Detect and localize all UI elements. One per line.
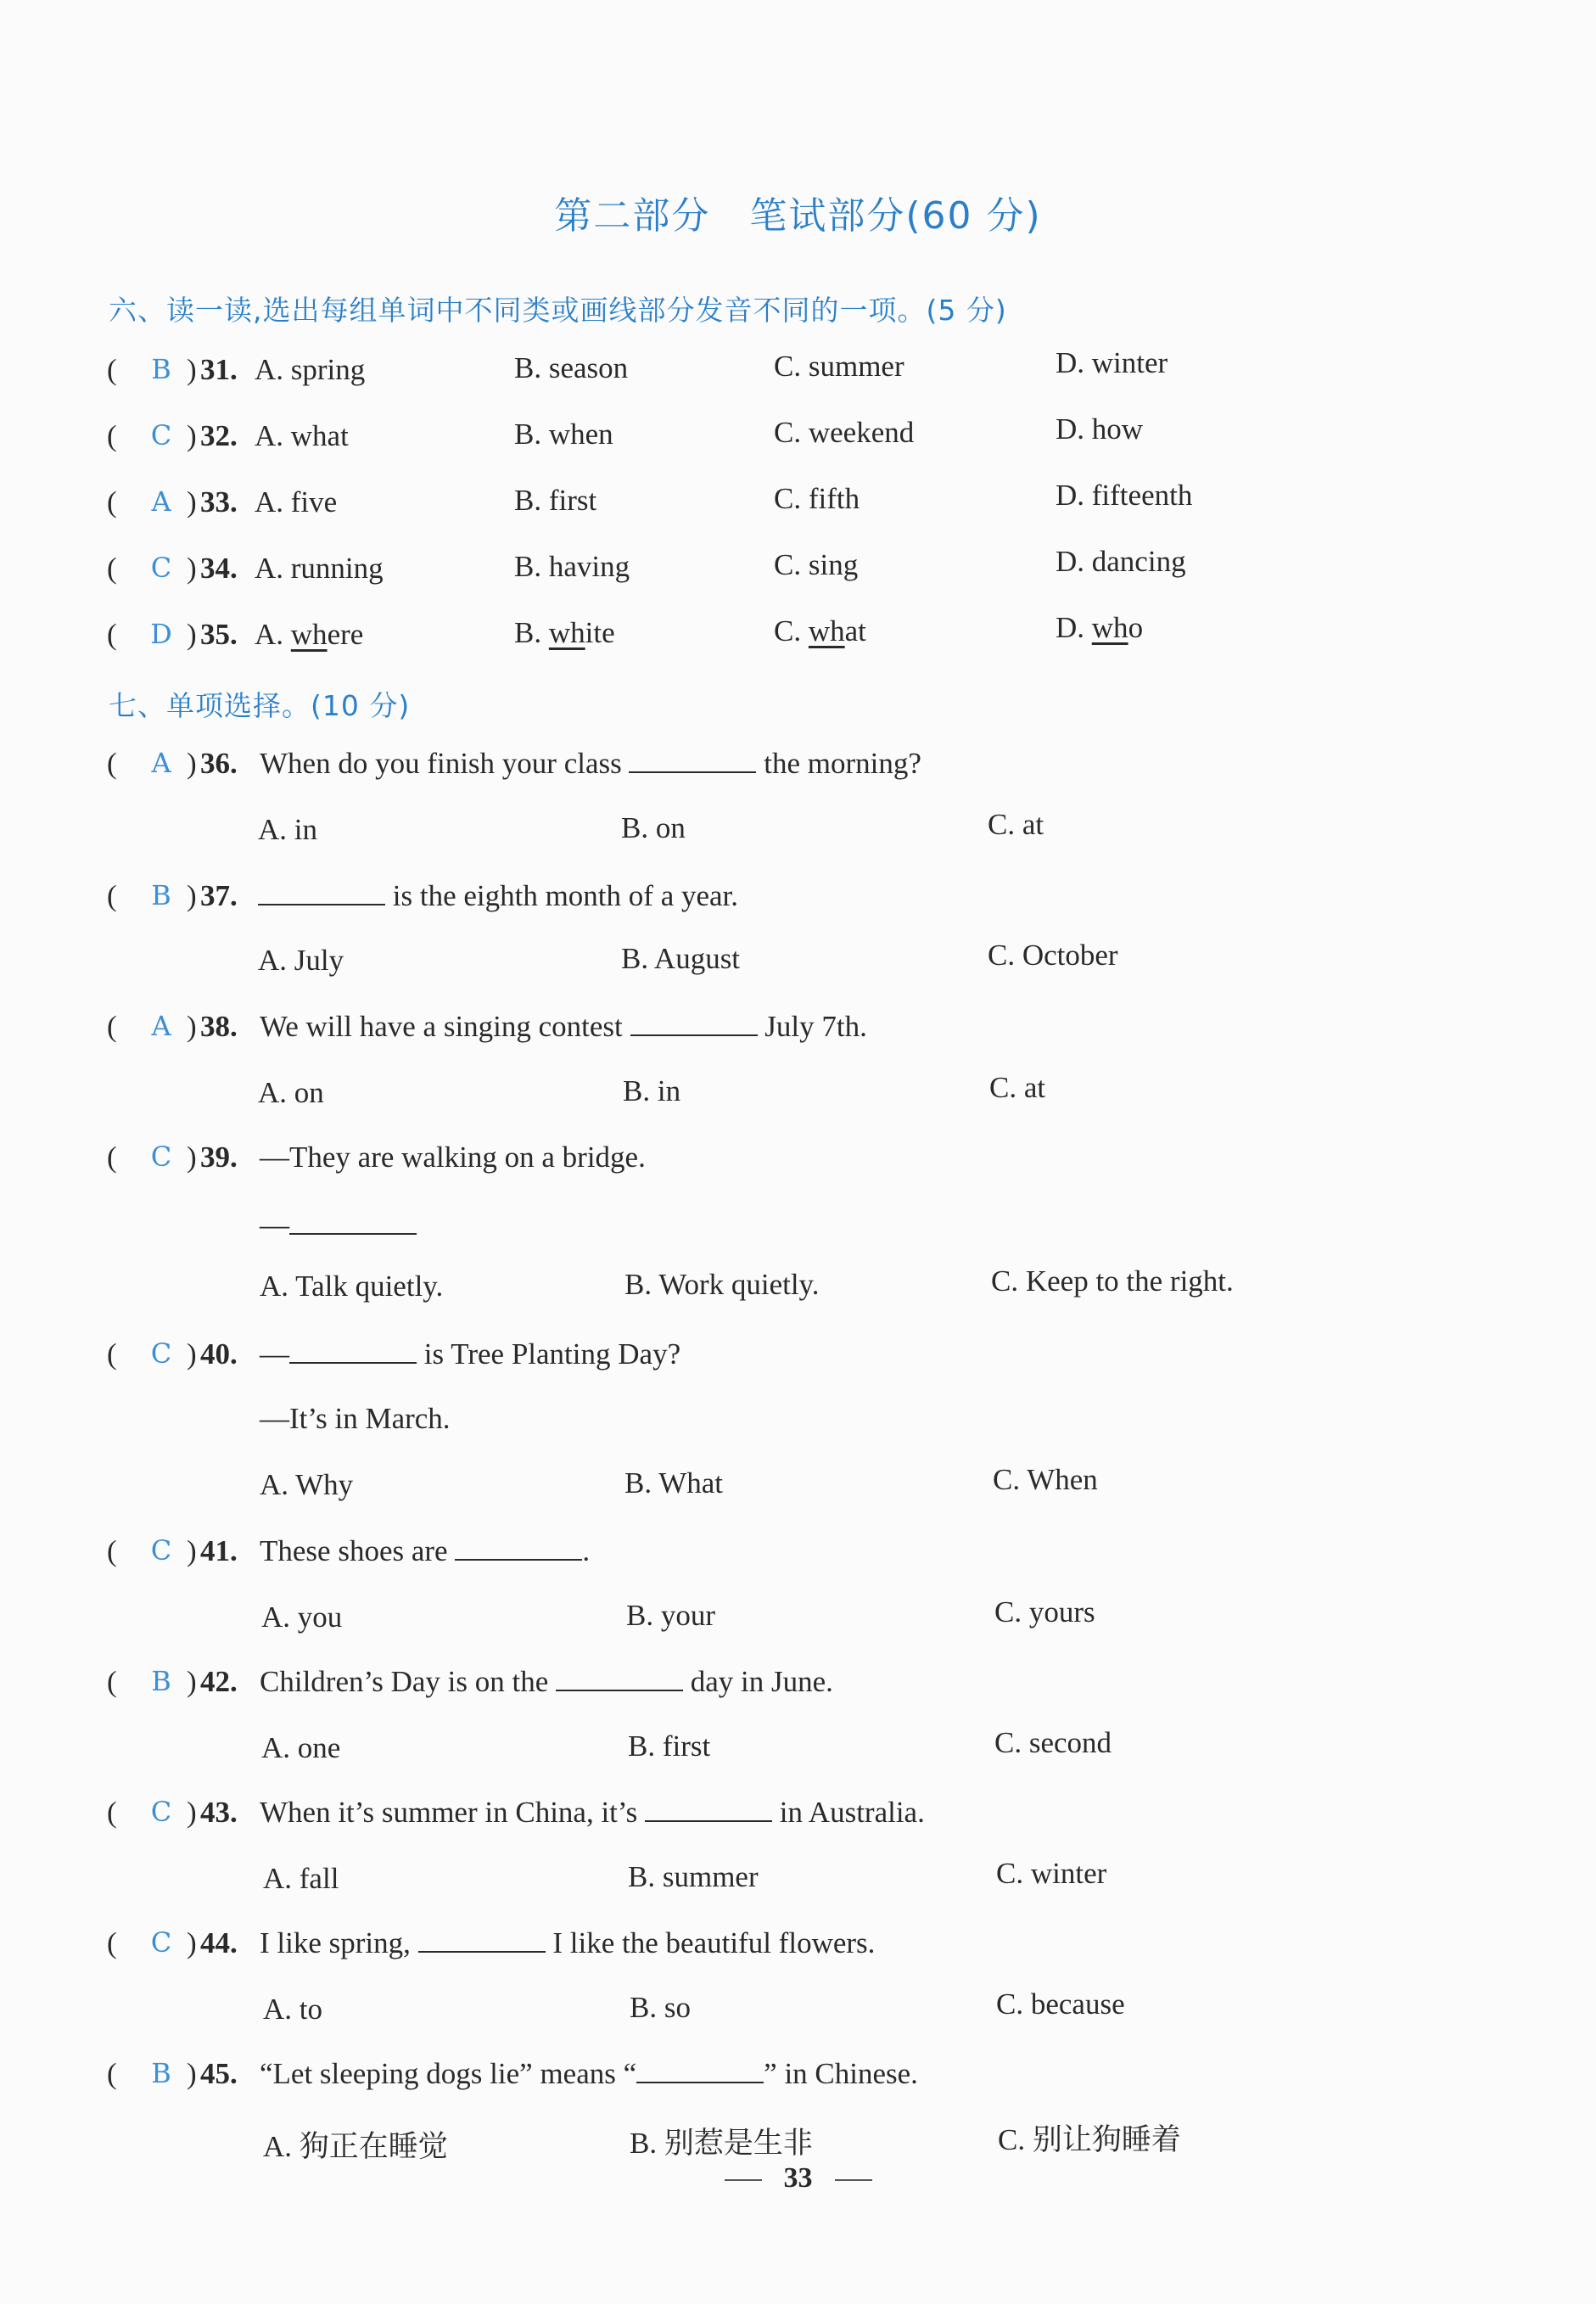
- stem-end: day in June.: [683, 1665, 833, 1698]
- option-c: C. October: [988, 939, 1118, 972]
- question-number: 39.: [200, 1141, 238, 1174]
- stem-end: July 7th.: [757, 1010, 867, 1043]
- stem-end: in Australia.: [772, 1796, 925, 1829]
- option-a: A. you: [261, 1600, 343, 1634]
- open-paren: (: [107, 879, 117, 912]
- option-b: B. having: [514, 550, 630, 583]
- close-paren: ): [187, 1534, 197, 1567]
- question-stem: —They are walking on a bridge.: [260, 1141, 646, 1174]
- open-paren: (: [107, 1665, 117, 1698]
- answer-mark: A: [151, 1010, 171, 1042]
- answer-blank: [636, 2058, 764, 2083]
- option-a: A. what: [255, 419, 349, 452]
- question-stem: [260, 1010, 867, 1044]
- option-b: B. season: [514, 351, 629, 384]
- question-number: 40.: [200, 1337, 238, 1371]
- close-paren: ): [187, 1010, 197, 1043]
- option-a: A. to: [263, 1993, 322, 2026]
- question-number: 38.: [200, 1010, 238, 1043]
- answer-mark: B: [151, 353, 171, 385]
- option-c: C. yours: [994, 1595, 1095, 1628]
- option-c: C. summer: [774, 350, 904, 383]
- answer-mark: D: [150, 618, 172, 650]
- question-stem: [260, 1337, 680, 1371]
- option-c: C. winter: [996, 1857, 1107, 1890]
- answer-blank: [630, 1011, 758, 1036]
- open-paren: (: [107, 419, 117, 452]
- option-c: C. at: [988, 808, 1044, 841]
- response-line: [260, 1208, 417, 1242]
- open-paren: (: [107, 618, 117, 651]
- stem-start: We will have a singing contest: [260, 1010, 630, 1043]
- option-b: B. 别惹是生非: [630, 2127, 813, 2160]
- stem-end: is the eighth month of a year.: [385, 879, 739, 912]
- option-prefix: C.: [774, 614, 809, 647]
- question-number: 42.: [200, 1665, 238, 1698]
- option-c: C. at: [989, 1071, 1046, 1104]
- open-paren: (: [107, 1141, 117, 1174]
- question-stem: [258, 879, 738, 913]
- question-number: 35.: [200, 618, 238, 651]
- open-paren: (: [107, 2057, 117, 2090]
- option-a: A. Why: [260, 1468, 354, 1501]
- option-a: A. on: [258, 1076, 324, 1109]
- option-d: D. fifteenth: [1056, 479, 1193, 512]
- stem-start: Children’s Day is on the: [260, 1665, 556, 1698]
- question-number: 32.: [200, 419, 238, 452]
- answer-blank: [258, 880, 385, 905]
- open-paren: (: [107, 1926, 117, 1959]
- stem-end: is Tree Planting Day?: [417, 1337, 681, 1371]
- answer-mark: C: [150, 552, 172, 584]
- answer-blank: [556, 1666, 683, 1691]
- answer-mark: C: [150, 1926, 172, 1959]
- question-number: 34.: [200, 552, 238, 585]
- option-c: C. 别让狗睡着: [998, 2123, 1181, 2156]
- option-a: A. one: [261, 1731, 341, 1764]
- underlined-letters: wh: [1091, 611, 1128, 644]
- option-b: B. first: [628, 1729, 711, 1763]
- question-number: 36.: [200, 747, 238, 780]
- question-stem: [260, 747, 921, 781]
- open-paren: (: [107, 552, 117, 585]
- option-prefix: A.: [255, 618, 291, 651]
- question-number: 45.: [200, 2057, 238, 2090]
- option-rest: at: [844, 614, 866, 647]
- option-d: D. dancing: [1056, 545, 1186, 578]
- stem-end: ” in Chinese.: [764, 2057, 918, 2090]
- page-footer: [0, 2162, 1596, 2195]
- close-paren: ): [187, 485, 197, 519]
- question-stem: [260, 1665, 833, 1699]
- option-b: B. summer: [628, 1860, 759, 1893]
- answer-blank: [289, 1209, 417, 1235]
- option-c: C. weekend: [774, 416, 915, 449]
- option-rest: ere: [327, 618, 364, 651]
- stem-end: I like the beautiful flowers.: [545, 1926, 876, 1959]
- option-d: D. how: [1056, 412, 1144, 446]
- option-a: A. running: [255, 552, 384, 585]
- stem-start: When do you finish your class: [260, 747, 630, 780]
- option-c: C. because: [996, 1987, 1125, 2021]
- stem-start: “Let sleeping dogs lie” means “: [260, 2057, 637, 2090]
- close-paren: ): [187, 419, 197, 452]
- page-title: 第二部分 笔试部分(60 分): [554, 194, 1042, 238]
- option-b: B. in: [623, 1074, 681, 1107]
- answer-blank: [455, 1535, 582, 1561]
- question-number: 33.: [200, 485, 238, 519]
- open-paren: (: [107, 747, 117, 780]
- answer-blank: [418, 1927, 546, 1953]
- dash-prefix: —: [260, 1208, 289, 1242]
- stem-end: the morning?: [756, 747, 921, 780]
- question-number: 44.: [200, 1926, 238, 1959]
- open-paren: (: [107, 1534, 117, 1567]
- close-paren: ): [187, 353, 197, 386]
- option-c: C. Keep to the right.: [991, 1264, 1234, 1298]
- option-b: B. so: [630, 1991, 691, 2024]
- option-rest: o: [1128, 611, 1144, 644]
- option-c: C. second: [994, 1726, 1112, 1759]
- close-paren: ): [187, 618, 197, 651]
- option-prefix: D.: [1056, 611, 1092, 644]
- open-paren: (: [107, 1796, 117, 1829]
- option-b: B. Work quietly.: [624, 1268, 820, 1301]
- stem-start: —: [260, 1337, 289, 1371]
- answer-mark: B: [151, 2057, 171, 2089]
- option-a: A. spring: [255, 353, 366, 386]
- answer-mark: A: [151, 485, 171, 518]
- answer-mark: C: [150, 1141, 172, 1173]
- response-line: —It’s in March.: [260, 1402, 451, 1435]
- option-b: B. on: [621, 811, 686, 844]
- option-a: A. five: [255, 485, 338, 519]
- option-b: B. your: [626, 1599, 715, 1632]
- close-paren: ): [187, 1337, 197, 1371]
- underlined-letters: wh: [548, 616, 585, 649]
- answer-blank: [629, 748, 756, 773]
- close-paren: ): [187, 552, 197, 585]
- footer-dash-right: [835, 2179, 872, 2181]
- option-b: [514, 616, 615, 650]
- answer-mark: B: [151, 879, 171, 911]
- option-a: [255, 618, 363, 652]
- option-d: [1056, 611, 1143, 645]
- underlined-letters: wh: [290, 618, 328, 651]
- close-paren: ): [187, 1796, 197, 1829]
- option-a: A. 狗正在睡觉: [263, 2130, 448, 2163]
- answer-mark: C: [150, 1534, 172, 1567]
- answer-mark: A: [151, 747, 171, 779]
- close-paren: ): [187, 1665, 197, 1698]
- option-prefix: B.: [514, 616, 549, 649]
- stem-start: These shoes are: [260, 1534, 456, 1567]
- answer-mark: C: [150, 1337, 172, 1370]
- question-number: 41.: [200, 1534, 238, 1567]
- option-b: B. What: [624, 1466, 724, 1500]
- option-a: A. fall: [263, 1862, 339, 1895]
- option-b: B. first: [514, 484, 597, 517]
- question-stem: [260, 1796, 925, 1830]
- option-c: C. When: [993, 1463, 1098, 1496]
- close-paren: ): [187, 1926, 197, 1959]
- page-number: 33: [783, 2162, 813, 2194]
- close-paren: ): [187, 747, 197, 780]
- option-a: A. Talk quietly.: [260, 1270, 444, 1303]
- answer-mark: C: [150, 1796, 172, 1828]
- stem-start: When it’s summer in China, it’s: [260, 1796, 645, 1829]
- question-stem: [260, 1926, 875, 1960]
- section-7-heading: 七、单项选择。(10 分): [109, 689, 411, 722]
- question-number: 37.: [200, 879, 238, 912]
- answer-blank: [645, 1797, 772, 1822]
- stem-end: .: [582, 1534, 591, 1567]
- option-c: C. fifth: [774, 482, 860, 515]
- question-stem: [260, 1534, 590, 1568]
- question-stem: [260, 2057, 918, 2091]
- open-paren: (: [107, 1337, 117, 1371]
- question-number: 43.: [200, 1796, 238, 1829]
- question-number: 31.: [200, 353, 238, 386]
- answer-mark: B: [151, 1665, 171, 1697]
- open-paren: (: [107, 485, 117, 519]
- option-b: B. when: [514, 418, 613, 451]
- option-rest: ite: [585, 616, 615, 649]
- close-paren: ): [187, 1141, 197, 1174]
- option-c: C. sing: [774, 548, 859, 581]
- option-a: A. July: [258, 944, 344, 977]
- section-6-heading: 六、读一读,选出每组单词中不同类或画线部分发音不同的一项。(5 分): [109, 294, 1007, 327]
- option-b: B. August: [621, 942, 741, 975]
- answer-mark: C: [150, 419, 172, 451]
- close-paren: ): [187, 2057, 197, 2090]
- footer-dash-left: [725, 2179, 762, 2181]
- open-paren: (: [107, 353, 117, 386]
- stem-start: I like spring,: [260, 1926, 418, 1959]
- option-c: [774, 614, 866, 648]
- close-paren: ): [187, 879, 197, 912]
- underlined-letters: wh: [808, 614, 845, 647]
- option-d: D. winter: [1056, 346, 1168, 379]
- option-a: A. in: [258, 813, 317, 846]
- answer-blank: [289, 1338, 417, 1364]
- open-paren: (: [107, 1010, 117, 1043]
